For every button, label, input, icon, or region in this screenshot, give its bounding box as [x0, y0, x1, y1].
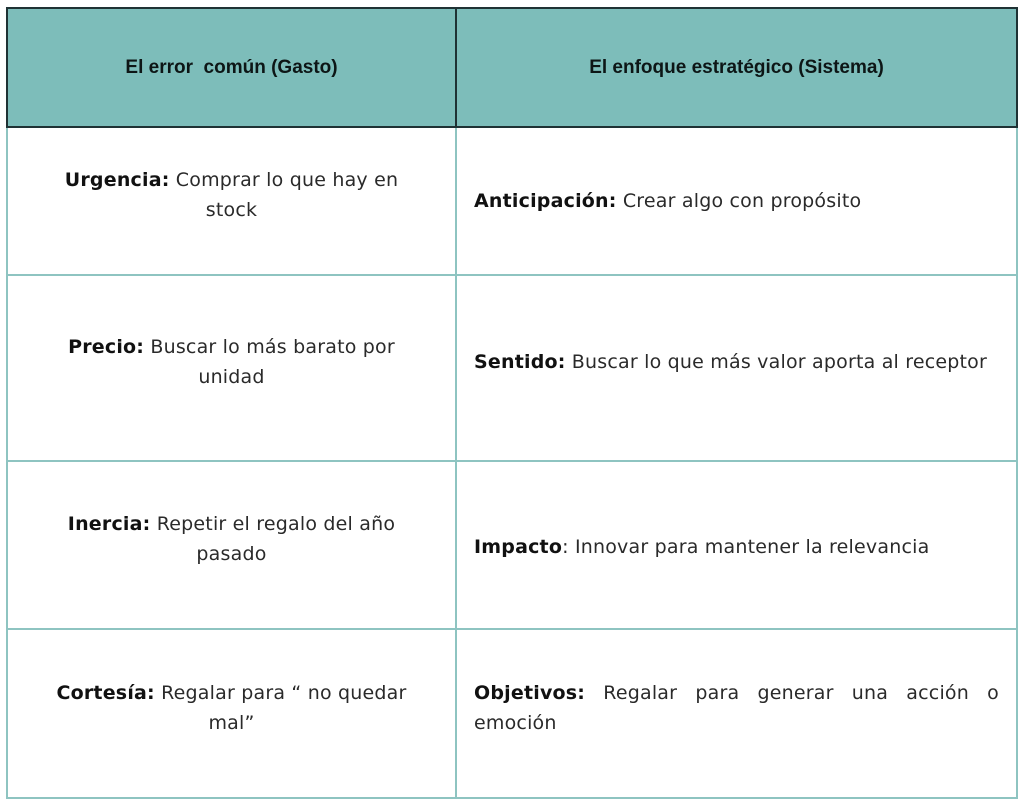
- text-urgencia: Comprar lo que hay en stock: [175, 169, 399, 222]
- keyword-inercia: Inercia:: [67, 513, 151, 536]
- cell-cortesia: [7, 629, 456, 798]
- text-inercia: Repetir el regalo del año pasado: [156, 513, 396, 566]
- cell-sentido: [456, 275, 1017, 461]
- cell-objetivos: [456, 629, 1017, 798]
- keyword-impacto: Impacto: [474, 536, 563, 559]
- header-enfoque-estrategico: El enfoque estratégico (Sistema): [456, 8, 1017, 127]
- cell-urgencia: [7, 127, 456, 275]
- keyword-precio: Precio:: [68, 336, 145, 359]
- header-row: [7, 8, 1017, 127]
- cell-precio: [7, 275, 456, 461]
- comparison-table-container: [6, 7, 1016, 799]
- text-precio: Buscar lo más barato por unidad: [150, 336, 395, 389]
- cell-inercia: [7, 461, 456, 630]
- text-anticipacion: Crear algo con propósito: [622, 190, 862, 213]
- table-row: [7, 461, 1017, 630]
- cell-impacto: Impacto: Innovar para mantener la relevancia: [456, 461, 1017, 630]
- text-sentido: Buscar lo que más valor aporta al receptor: [571, 351, 988, 374]
- table-row: [7, 275, 1017, 461]
- keyword-objetivos: Objetivos:: [474, 681, 586, 704]
- text-impacto: Innovar para mantener la relevancia: [574, 536, 930, 559]
- table-row: [7, 629, 1017, 798]
- text-cortesia: Regalar para “ no quedar mal”: [161, 681, 407, 734]
- table-row: [7, 127, 1017, 275]
- cell-anticipacion: [456, 127, 1017, 275]
- keyword-sentido: Sentido:: [474, 351, 566, 374]
- keyword-urgencia: Urgencia:: [64, 169, 170, 192]
- comparison-table: [6, 7, 1018, 799]
- keyword-cortesia: Cortesía:: [56, 681, 155, 704]
- header-error-comun: El error común (Gasto): [7, 8, 456, 127]
- keyword-anticipacion: Anticipación:: [474, 190, 617, 213]
- text-objetivos: Regalar para generar una acción o emoción: [474, 681, 999, 734]
